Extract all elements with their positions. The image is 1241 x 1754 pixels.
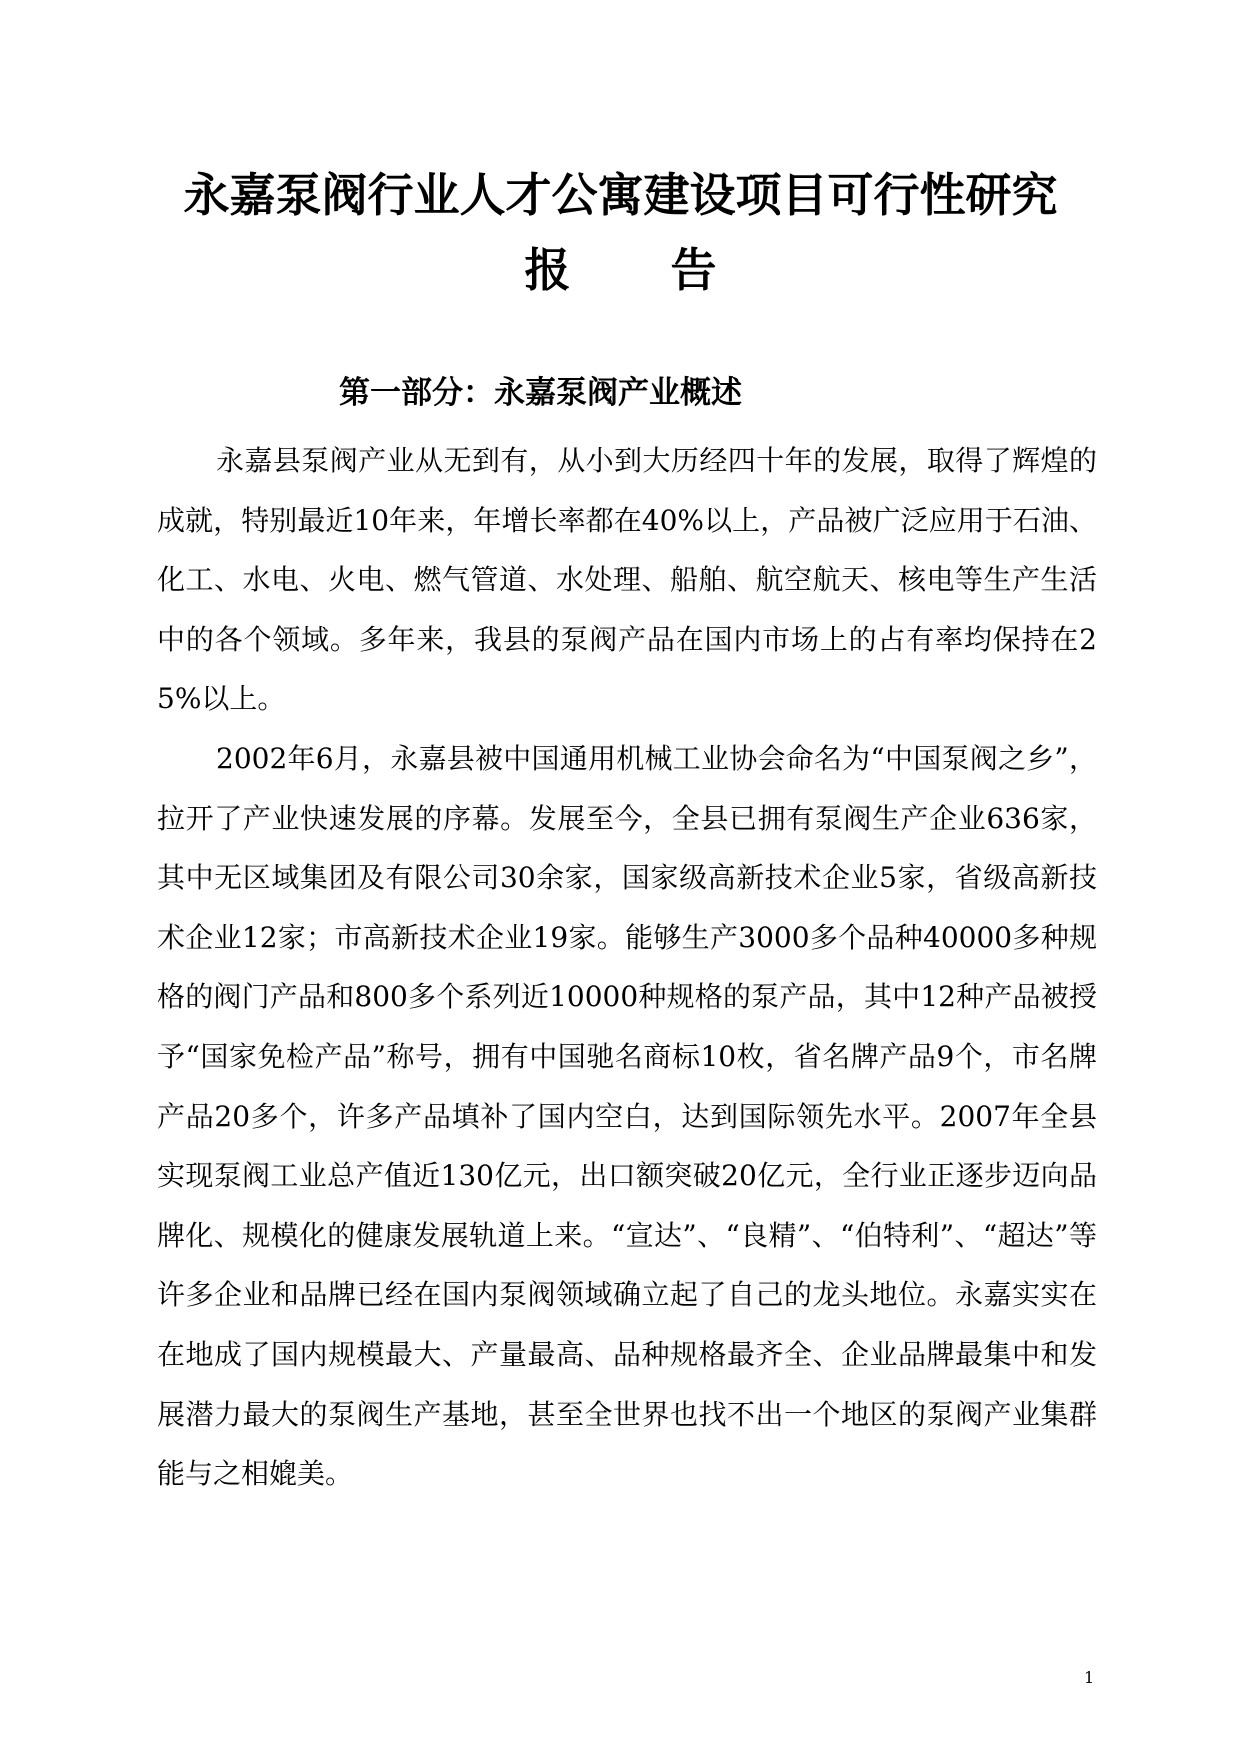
title-word-bao: 报 [524, 243, 571, 297]
section-heading: 第一部分：永嘉泵阀产业概述 [339, 375, 742, 411]
body-paragraph: 2002年6月，永嘉县被中国通用机械工业协会命名为“中国泵阀之乡”，拉开了产业快速发展的序幕。发展至今，全县已拥有泵阀生产企业636家，其中无区域集团及有限公司30余家，国家级高新技术企业5家，省级高新技术企业12家；市高新技术企业19家。能够生产3000多个品种40000多种规格的阀门产品和800多个系列近10000种规格的泵产品，其中12种产品被授予“国家免检产品”称号，拥有中国驰名商标10枚，省名牌产品9个，市名牌产品20多个，许多产品填补了国内空白，达到国际领先水平。2007年全县实现泵阀工业总产值近130亿元，出口额突破20亿元，全行业正逐步迈向品牌化、规模化的健康发展轨道上来。“宣达”、“良精”、“伯特利”、“超达”等许多企业和品牌已经在国内泵阀领域确立起了自己的龙头地位。永嘉实实在在地成了国内规模最大、产量最高、品种规格最齐全、企业品牌最集中和发展潜力最大的泵阀生产基地，甚至全世界也找不出一个地区的泵阀产业集群能与之相媲美。 [157, 742, 1097, 1491]
document-title-line-1: 永嘉泵阀行业人才公寓建设项目可行性研究 [183, 168, 1058, 222]
title-word-gao: 告 [670, 243, 717, 297]
body-paragraph: 永嘉县泵阀产业从无到有，从小到大历经四十年的发展，取得了辉煌的成就，特别最近10年来，年增长率都在40%以上，产品被广泛应用于石油、化工、水电、火电、燃气管道、水处理、船舶、航空航天、核电等生产生活中的各个领域。多年来，我县的泵阀产品在国内市场上的占有率均保持在25%以上。 [157, 444, 1097, 716]
document-title-line-2 [0, 240, 1241, 300]
page-number: 1 [1084, 1668, 1095, 1687]
